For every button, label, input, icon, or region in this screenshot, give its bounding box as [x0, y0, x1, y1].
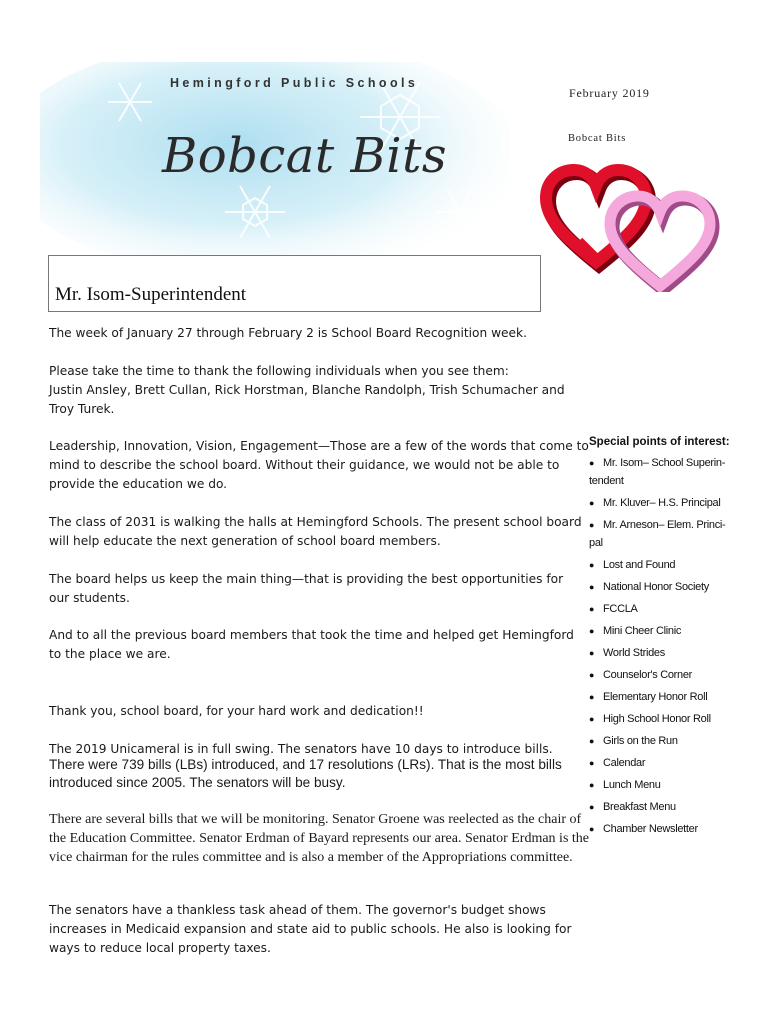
- sidebar-item-label: Mr. Isom– School Superin-: [603, 457, 726, 469]
- bullet-icon: ●: [589, 670, 595, 680]
- paragraph: The senators have a thankless task ahead of them. The governor's budget shows increases in Medicaid expansion and state aid to public schools. He also is looking for ways to reduce local property taxes.: [49, 903, 572, 955]
- sidebar-list-item: [589, 644, 739, 662]
- sidebar-item-label: Elementary Honor Roll: [603, 691, 708, 703]
- sidebar-item-label-continued: pal: [589, 537, 603, 549]
- bullet-icon: ●: [589, 582, 595, 592]
- bullet-icon: ●: [589, 498, 595, 508]
- special-points-sidebar: [589, 436, 739, 842]
- paragraph: And to all the previous board members that took the time and helped get Hemingford to the place we are.: [49, 628, 574, 661]
- sidebar-item-label: Counselor's Corner: [603, 669, 693, 681]
- sidebar-list-item: [589, 454, 739, 490]
- bullet-icon: ●: [589, 520, 595, 530]
- bullet-icon: ●: [589, 604, 595, 614]
- bullet-icon: ●: [589, 780, 595, 790]
- sidebar-list-item: [589, 710, 739, 728]
- paragraph: The board helps us keep the main thing—that is providing the best opportunities for our students.: [49, 572, 564, 605]
- sidebar-list-item: [589, 622, 739, 640]
- sidebar-item-label-continued: tendent: [589, 475, 624, 487]
- paragraph: The class of 2031 is walking the halls at Hemingford Schools. The present school board will help educate the next generation of school board members.: [49, 515, 582, 548]
- hearts-icon: [538, 160, 726, 292]
- sidebar-item-label: FCCLA: [603, 603, 638, 615]
- paragraph: Justin Ansley, Brett Cullan, Rick Horstman, Blanche Randolph, Trish Schumacher and Troy Turek.: [49, 383, 565, 416]
- bullet-icon: ●: [589, 802, 595, 812]
- bullet-icon: ●: [589, 458, 595, 468]
- bullet-icon: ●: [589, 824, 595, 834]
- bullet-icon: ●: [589, 692, 595, 702]
- sidebar-list-item: [589, 494, 739, 512]
- issue-name: Bobcat Bits: [568, 133, 627, 144]
- sidebar-list-item: [589, 578, 739, 596]
- bullet-icon: ●: [589, 758, 595, 768]
- paragraph: The 2019 Unicameral is in full swing. The senators have 10 days to introduce bills.: [49, 742, 553, 756]
- sidebar-list-item: [589, 516, 739, 552]
- sidebar-list-item: [589, 732, 739, 750]
- sidebar-list-item: [589, 776, 739, 794]
- sidebar-item-label: National Honor Society: [603, 581, 709, 593]
- issue-date: February 2019: [569, 86, 650, 100]
- sidebar-item-label: Mini Cheer Clinic: [603, 625, 682, 637]
- bullet-icon: ●: [589, 648, 595, 658]
- paragraph: Please take the time to thank the following individuals when you see them:: [49, 364, 509, 378]
- sidebar-item-label: Lunch Menu: [603, 779, 661, 791]
- paragraph: Thank you, school board, for your hard work and dedication!!: [49, 704, 424, 718]
- sidebar-item-label: Mr. Kluver– H.S. Principal: [603, 497, 721, 509]
- sidebar-list: [589, 454, 739, 838]
- bullet-icon: ●: [589, 736, 595, 746]
- article-title-box: [48, 255, 541, 312]
- article-title: Mr. Isom-Superintendent: [55, 284, 247, 305]
- bullet-icon: ●: [589, 714, 595, 724]
- bullet-icon: ●: [589, 560, 595, 570]
- newsletter-title: Bobcat Bits: [162, 128, 447, 184]
- sidebar-item-label: High School Honor Roll: [603, 713, 711, 725]
- sidebar-list-item: [589, 820, 739, 838]
- sidebar-item-label: Chamber Newsletter: [603, 823, 698, 835]
- paragraph: The week of January 27 through February 2 is School Board Recognition week.: [49, 326, 527, 340]
- sidebar-list-item: [589, 666, 739, 684]
- sidebar-item-label: Girls on the Run: [603, 735, 678, 747]
- paragraph: Leadership, Innovation, Vision, Engagement—Those are a few of the words that come to mind to describe the school board. Without their guidance, we would not be able to provide the education we do.: [49, 439, 589, 491]
- sidebar-list-item: [589, 600, 739, 618]
- sidebar-list-item: [589, 754, 739, 772]
- masthead: [40, 62, 510, 262]
- sidebar-item-label: World Strides: [603, 647, 665, 659]
- school-name: Hemingford Public Schools: [170, 76, 419, 90]
- sidebar-list-item: [589, 688, 739, 706]
- sidebar-item-label: Calendar: [603, 757, 646, 769]
- paragraph: There were 739 bills (LBs) introduced, and 17 resolutions (LRs). That is the most bills introduced since 2005. The senators will be busy.: [49, 757, 562, 790]
- sidebar-item-label: Breakfast Menu: [603, 801, 676, 813]
- sidebar-heading: Special points of interest:: [589, 436, 730, 448]
- sidebar-list-item: [589, 798, 739, 816]
- bullet-icon: ●: [589, 626, 595, 636]
- sidebar-list-item: [589, 556, 739, 574]
- sidebar-item-label: Lost and Found: [603, 559, 676, 571]
- sidebar-item-label: Mr. Arneson– Elem. Princi-: [603, 519, 726, 531]
- paragraph: There are several bills that we will be monitoring. Senator Groene was reelected as the chair of the Education Committee. Senator Erdman of Bayard represents our area. Senator Erdman is the vice chairman for the rules committee and is also a member of the Appropriations committee.: [49, 812, 589, 865]
